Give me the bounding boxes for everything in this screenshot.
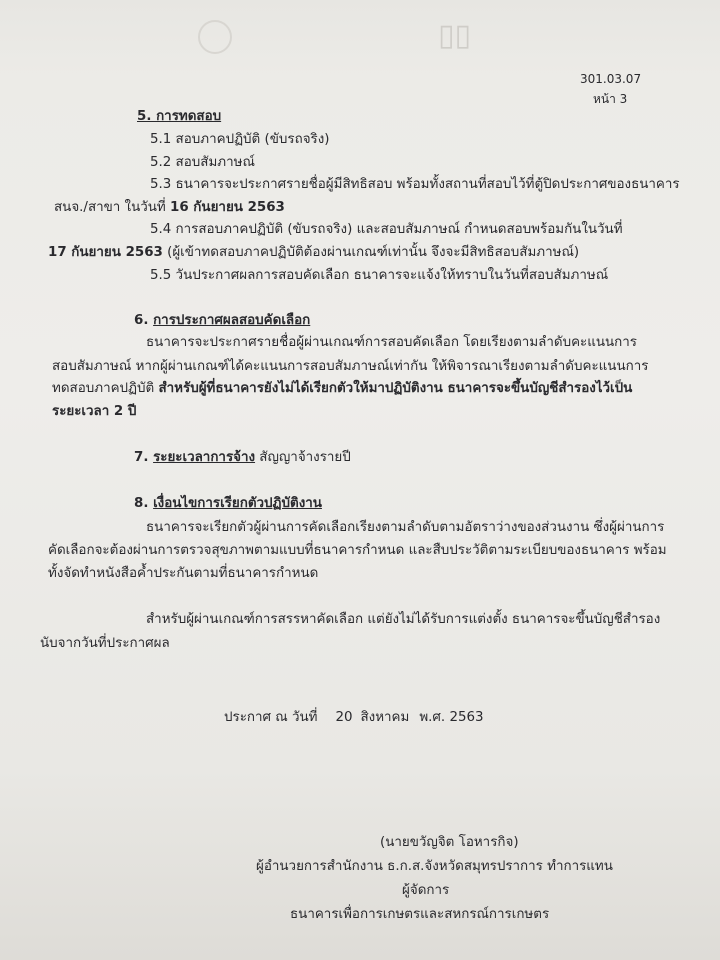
announce-day: 20: [335, 710, 353, 725]
signatory-title-2: ผู้จัดการ: [402, 883, 450, 898]
item-5-1: 5.1 สอบภาคปฏิบัติ (ขับรถจริง): [150, 132, 330, 147]
section-6-line3-normal: ทดสอบภาคปฏิบัติ: [52, 381, 159, 396]
bleed-through-mark: ▯▯: [438, 18, 472, 53]
section-8-heading: [134, 496, 322, 512]
item-5-5: 5.5 วันประกาศผลการสอบคัดเลือก ธนาคารจะแจ้งให้ทราบในวันที่สอบสัมภาษณ์: [150, 268, 609, 283]
section-8-number: 8.: [134, 496, 154, 511]
signatory-title-1: ผู้อำนวยการสำนักงาน ธ.ก.ส.จังหวัดสมุทรปราการ ทำการแทน: [256, 859, 613, 874]
section-7-value: สัญญาจ้างรายปี: [255, 450, 351, 465]
announce-month: สิงหาคม: [360, 710, 410, 725]
item-5-4-rest: (ผู้เข้าทดสอบภาคปฏิบัติต้องผ่านเกณฑ์เท่านั้น จึงจะมีสิทธิสอบสัมภาษณ์): [162, 245, 580, 260]
section-6-title: การประกาศผลสอบคัดเลือก: [153, 313, 311, 328]
item-5-4-date: 17 กันยายน 2563: [48, 245, 163, 260]
section-6-number: 6.: [134, 313, 154, 328]
section-8-p2-line1: สำหรับผู้ผ่านเกณฑ์การสรรหาคัดเลือก แต่ยังไม่ได้รับการแต่งตั้ง ธนาคารจะขึ้นบัญชีสำรอง: [146, 612, 661, 627]
section-8-title: เงื่อนไขการเรียกตัวปฏิบัติงาน: [153, 496, 322, 511]
section-6-line4: ระยะเวลา 2 ปี: [52, 404, 137, 419]
section-8-p1-line2: คัดเลือกจะต้องผ่านการตรวจสุขภาพตามแบบที่ธนาคารกำหนด และสืบประวัติตามระเบียบของธนาคาร พร้อม: [48, 543, 667, 558]
section-5-heading: 5. การทดสอบ: [137, 109, 222, 124]
item-5-4-line2: [48, 245, 579, 261]
section-8-p1-line1: ธนาคารจะเรียกตัวผู้ผ่านการคัดเลือกเรียงตามลำดับตามอัตราว่างของส่วนงาน ซึ่งผู้ผ่านการ: [146, 520, 665, 535]
announce-line: [224, 710, 484, 726]
bleed-through-seal: [198, 20, 232, 54]
section-7-heading: [134, 450, 351, 466]
section-7-number: 7.: [134, 450, 154, 465]
section-6-line3-bold: สำหรับผู้ที่ธนาคารยังไม่ได้เรียกตัวให้มาปฏิบัติงาน ธนาคารจะขึ้นบัญชีสำรองไว้เป็น: [158, 381, 633, 396]
item-5-3-date: 16 กันยายน 2563: [170, 200, 285, 215]
section-6-line2: สอบสัมภาษณ์ หากผู้ผ่านเกณฑ์ได้คะแนนการสอบสัมภาษณ์เท่ากัน ให้พิจารณาเรียงตามลำดับคะแนนการ: [52, 359, 649, 374]
section-8-p1-line3: ทั้งจัดทำหนังสือค้ำประกันตามที่ธนาคารกำหนด: [48, 566, 319, 581]
announce-prefix: ประกาศ ณ วันที่: [224, 710, 318, 725]
section-8-p2-line2: นับจากวันที่ประกาศผล: [40, 636, 170, 651]
item-5-3-line1: 5.3 ธนาคารจะประกาศรายชื่อผู้มีสิทธิสอบ พร้อมทั้งสถานที่สอบไว้ที่ตู้ปิดประกาศของธนาคาร: [150, 177, 680, 192]
item-5-3-prefix: สนจ./สาขา ในวันที่: [54, 200, 171, 215]
doc-code: 301.03.07: [580, 72, 642, 86]
announce-year: พ.ศ. 2563: [419, 710, 484, 725]
section-6-heading: [134, 313, 310, 329]
signatory-title-3: ธนาคารเพื่อการเกษตรและสหกรณ์การเกษตร: [290, 907, 550, 922]
page-number: หน้า 3: [593, 92, 628, 106]
item-5-2: 5.2 สอบสัมภาษณ์: [150, 155, 255, 170]
section-7-title: ระยะเวลาการจ้าง: [153, 450, 256, 465]
item-5-4-line1: 5.4 การสอบภาคปฏิบัติ (ขับรถจริง) และสอบสัมภาษณ์ กำหนดสอบพร้อมกันในวันที่: [150, 222, 623, 237]
section-6-line1: ธนาคารจะประกาศรายชื่อผู้ผ่านเกณฑ์การสอบคัดเลือก โดยเรียงตามลำดับคะแนนการ: [146, 335, 637, 350]
item-5-3-line2: [54, 200, 285, 216]
section-6-line3: [52, 381, 632, 397]
signatory-name: (นายขวัญจิต โอหารกิจ): [380, 835, 519, 850]
